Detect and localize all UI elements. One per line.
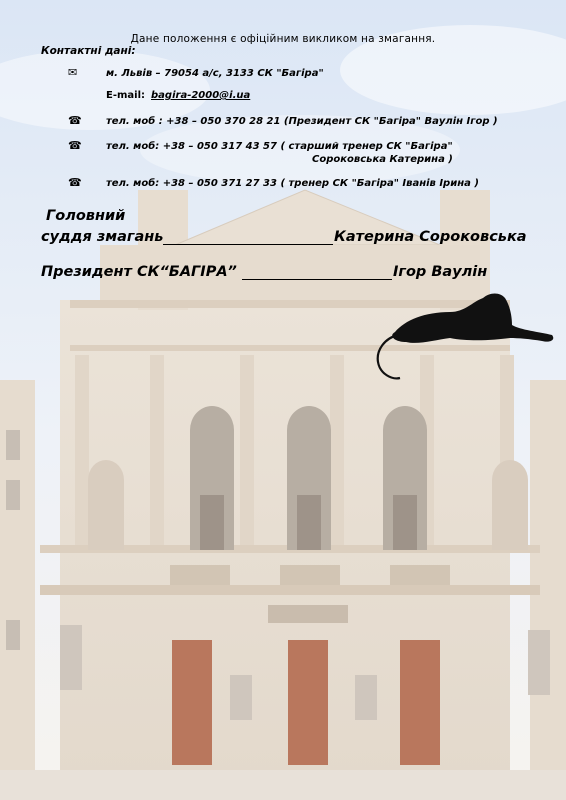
phone-row-2-cont: Сороковська Катерина ) <box>312 154 453 165</box>
phone-row-3: тел. моб: +38 – 050 371 27 33 ( тренер СК "Багіра" Іванів Ірина ) <box>106 178 479 189</box>
judge-title-line1: Головний <box>46 208 126 224</box>
telephone-icon: ☎ <box>68 176 82 189</box>
judge-title-line2: суддя змагань <box>41 229 164 245</box>
phone-row-2: тел. моб: +38 – 050 317 43 57 ( старший тренер СК "Багіра" <box>106 141 453 152</box>
telephone-icon: ☎ <box>68 114 82 127</box>
judge-name: Катерина Сороковська <box>334 229 527 245</box>
president-label: Президент СК“БАГІРА” <box>41 264 237 280</box>
contacts-label: Контактні дані: <box>41 45 136 57</box>
phone-row-1: тел. моб : +38 – 050 370 28 21 (Президент СК "Багіра" Ваулін Ігор ) <box>106 116 498 127</box>
email-row <box>106 90 250 101</box>
telephone-icon: ☎ <box>68 139 82 152</box>
email-label: E-mail: <box>106 90 146 101</box>
email-link[interactable]: bagira-2000@i.ua <box>151 90 251 101</box>
judge-signature-line <box>163 244 333 245</box>
envelope-icon: ✉ <box>68 66 78 79</box>
president-signature-line <box>242 279 392 280</box>
address-text: м. Львів – 79054 а/с, 3133 СК "Багіра" <box>106 68 324 79</box>
intro-text: Дане положення є офіційним викликом на змагання. <box>130 33 436 45</box>
president-name: Ігор Ваулін <box>393 264 488 280</box>
